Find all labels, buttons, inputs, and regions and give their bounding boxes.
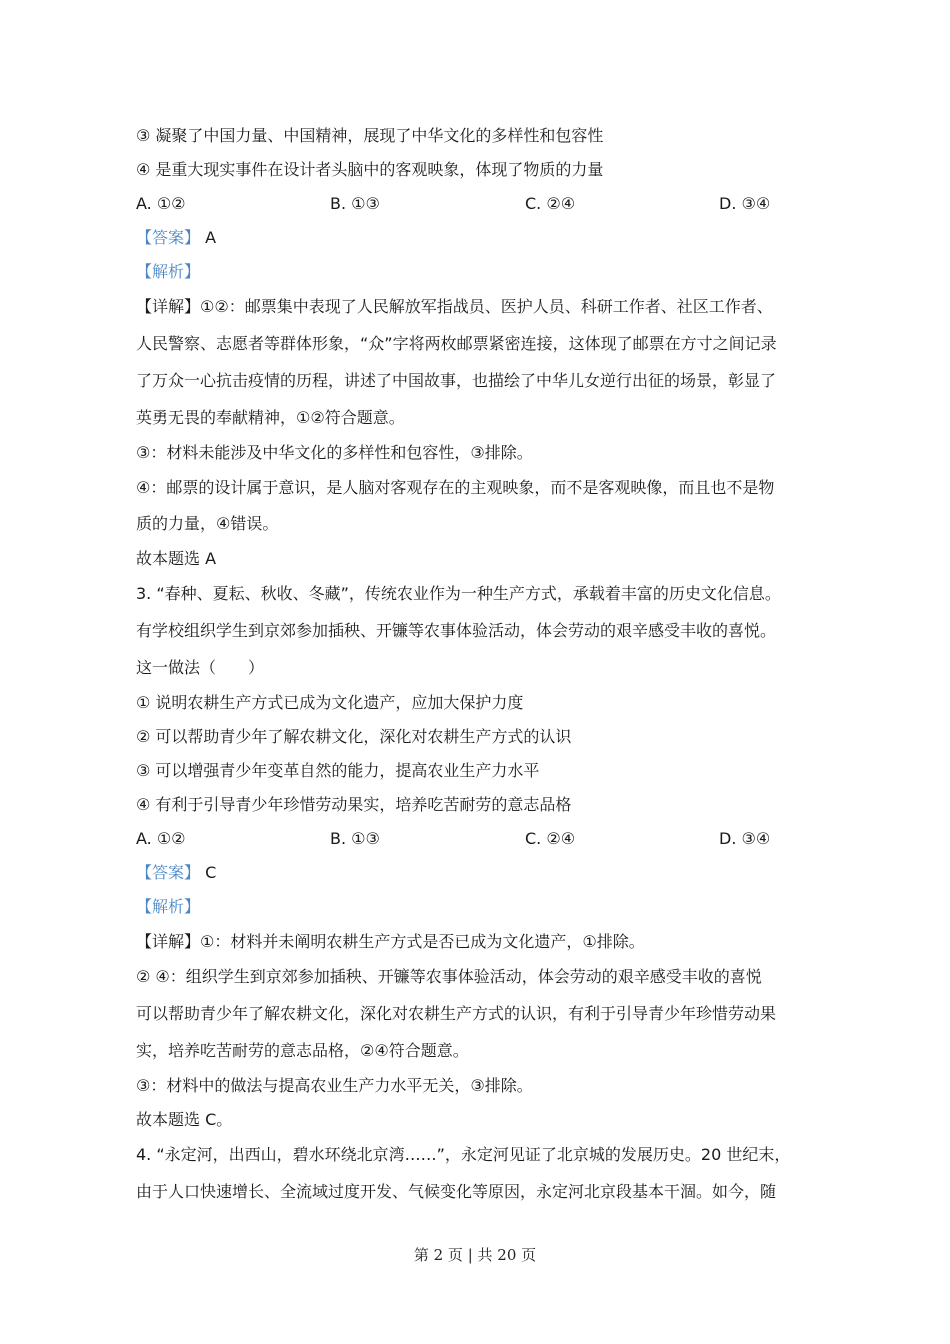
q2-item-3: ③ 凝聚了中国力量、中国精神，展现了中华文化的多样性和包容性 xyxy=(136,126,604,145)
q2-analysis-tag: 【解析】 xyxy=(136,262,201,281)
q3-analysis-tag: 【解析】 xyxy=(136,897,201,916)
answer-tag: 【答案】 xyxy=(136,228,201,247)
q3-detail-line: 可以帮助青少年了解农耕文化，深化对农耕生产方式的认识，有利于引导青少年珍惜劳动果 xyxy=(136,1004,777,1023)
q2-detail-line: 了万众一心抗击疫情的历程，讲述了中国故事，也描绘了中华儿女逆行出征的场景，彰显了 xyxy=(136,371,777,390)
q4-stem-line: 由于人口快速增长、全流域过度开发、气候变化等原因，永定河北京段基本干涸。如今，随 xyxy=(136,1182,777,1201)
q3-item-2: ② 可以帮助青少年了解农耕文化，深化对农耕生产方式的认识 xyxy=(136,727,572,746)
q4-stem-line: 4. “永定河，出西山，碧水环绕北京湾……”，永定河见证了北京城的发展历史。20 世纪末， xyxy=(136,1145,791,1164)
answer-value: C xyxy=(205,863,217,882)
answer-value: A xyxy=(205,228,217,247)
q3-item-4: ④ 有利于引导青少年珍惜劳动果实，培养吃苦耐劳的意志品格 xyxy=(136,795,572,814)
q2-detail-line: 英勇无畏的奉献精神，①②符合题意。 xyxy=(136,408,405,427)
q3-option-d: D. ③④ xyxy=(719,829,771,848)
q3-option-a: A. ①② xyxy=(136,829,186,848)
q2-detail-line: 质的力量，④错误。 xyxy=(136,514,279,533)
q2-option-b: B. ①③ xyxy=(330,194,380,213)
q3-conclusion: 故本题选 C。 xyxy=(136,1110,233,1129)
q3-option-b: B. ①③ xyxy=(330,829,380,848)
q2-option-a: A. ①② xyxy=(136,194,186,213)
q3-answer xyxy=(136,863,216,883)
page-footer: 第 2 页 | 共 20 页 xyxy=(413,1246,537,1264)
q2-item-4: ④ 是重大现实事件在设计者头脑中的客观映象，体现了物质的力量 xyxy=(136,160,604,179)
q3-detail-line: 实，培养吃苦耐劳的意志品格，②④符合题意。 xyxy=(136,1041,469,1060)
q2-option-c: C. ②④ xyxy=(525,194,576,213)
q2-detail-line: 人民警察、志愿者等群体形象，“众”字将两枚邮票紧密连接，这体现了邮票在方寸之间记录 xyxy=(136,334,777,353)
q2-answer xyxy=(136,228,216,248)
q3-item-1: ① 说明农耕生产方式已成为文化遗产，应加大保护力度 xyxy=(136,693,524,712)
q2-option-d: D. ③④ xyxy=(719,194,771,213)
q2-conclusion: 故本题选 A xyxy=(136,549,217,568)
q3-item-3: ③ 可以增强青少年变革自然的能力，提高农业生产力水平 xyxy=(136,761,540,780)
q3-stem-line: 有学校组织学生到京郊参加插秧、开镰等农事体验活动，体会劳动的艰辛感受丰收的喜悦。 xyxy=(136,621,777,640)
q3-detail-line: ③：材料中的做法与提高农业生产力水平无关，③排除。 xyxy=(136,1076,533,1095)
q3-stem-line: 这一做法（ ） xyxy=(136,658,265,677)
q2-detail-line: ③：材料未能涉及中华文化的多样性和包容性，③排除。 xyxy=(136,443,533,462)
q3-option-c: C. ②④ xyxy=(525,829,576,848)
q2-detail-line: ④：邮票的设计属于意识，是人脑对客观存在的主观映象，而不是客观映像，而且也不是物 xyxy=(136,478,775,497)
q3-detail-line: 【详解】①：材料并未阐明农耕生产方式是否已成为文化遗产，①排除。 xyxy=(136,932,645,951)
q3-detail-line: ② ④：组织学生到京郊参加插秧、开镰等农事体验活动，体会劳动的艰辛感受丰收的喜悦 xyxy=(136,967,762,986)
q3-stem-line: 3. “春种、夏耘、秋收、冬藏”，传统农业作为一种生产方式，承载着丰富的历史文化信息。 xyxy=(136,584,781,603)
q2-detail-line: 【详解】①②：邮票集中表现了人民解放军指战员、医护人员、科研工作者、社区工作者、 xyxy=(136,297,773,316)
answer-tag: 【答案】 xyxy=(136,863,201,882)
